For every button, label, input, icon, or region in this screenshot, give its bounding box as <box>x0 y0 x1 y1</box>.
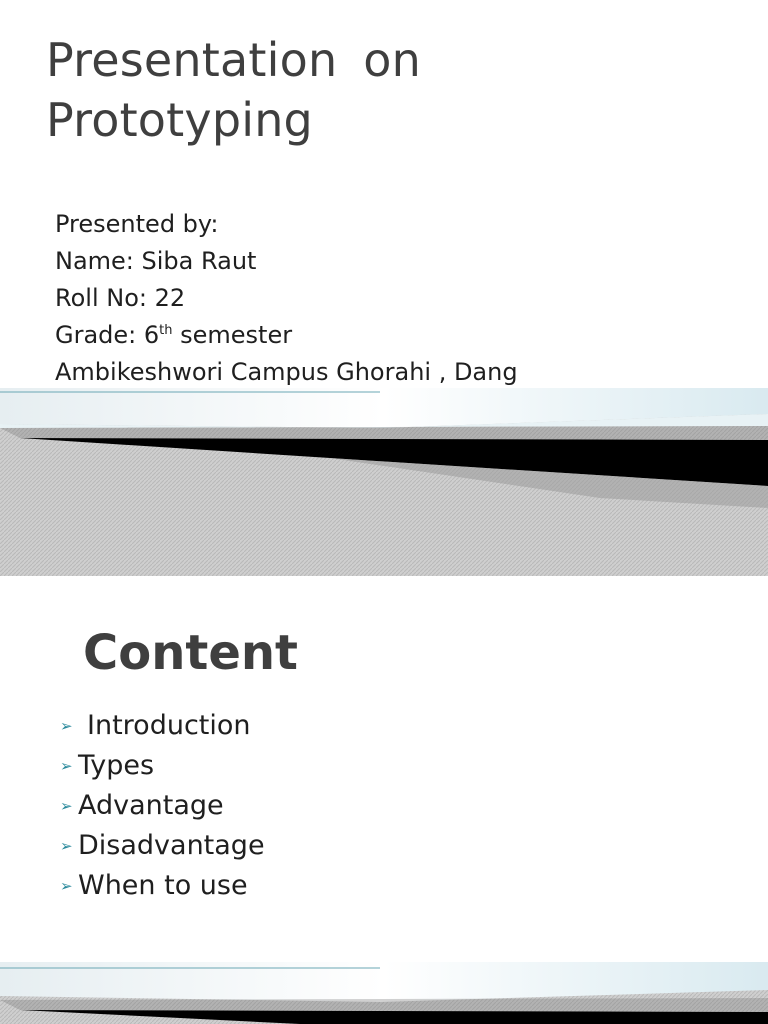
title-word-on: on <box>363 33 421 87</box>
list-item-label: Disadvantage <box>78 830 265 861</box>
presenter-roll-no: Roll No: 22 <box>55 284 186 312</box>
list-item <box>60 706 265 746</box>
list-item-label: Introduction <box>87 710 251 741</box>
arrow-bullet-icon: ➢ <box>60 757 73 775</box>
grade-prefix: Grade: 6 <box>55 321 160 349</box>
decorative-band <box>0 388 768 576</box>
arrow-bullet-icon: ➢ <box>60 797 73 815</box>
content-title: Content <box>83 625 298 681</box>
content-list <box>60 706 265 906</box>
presenter-info <box>55 206 518 391</box>
decorative-band <box>0 962 768 1024</box>
grade-ordinal: th <box>159 323 173 338</box>
presenter-campus: Ambikeshwori Campus Ghorahi , Dang <box>55 358 518 386</box>
title-word-presentation: Presentation <box>46 33 338 87</box>
list-item <box>60 746 265 786</box>
arrow-bullet-icon: ➢ <box>60 877 73 895</box>
arrow-bullet-icon: ➢ <box>60 717 73 735</box>
title-word-prototyping: Prototyping <box>46 93 313 147</box>
list-item <box>60 786 265 826</box>
list-item-label: When to use <box>78 870 248 901</box>
list-item-label: Advantage <box>78 790 224 821</box>
presenter-grade <box>55 317 518 354</box>
presenter-name: Name: Siba Raut <box>55 247 257 275</box>
arrow-bullet-icon: ➢ <box>60 837 73 855</box>
list-item-label: Types <box>78 750 155 781</box>
list-item <box>60 826 265 866</box>
slide-title <box>46 30 421 150</box>
list-item <box>60 866 265 906</box>
grade-suffix: semester <box>172 321 293 349</box>
presented-by-label: Presented by: <box>55 210 219 238</box>
